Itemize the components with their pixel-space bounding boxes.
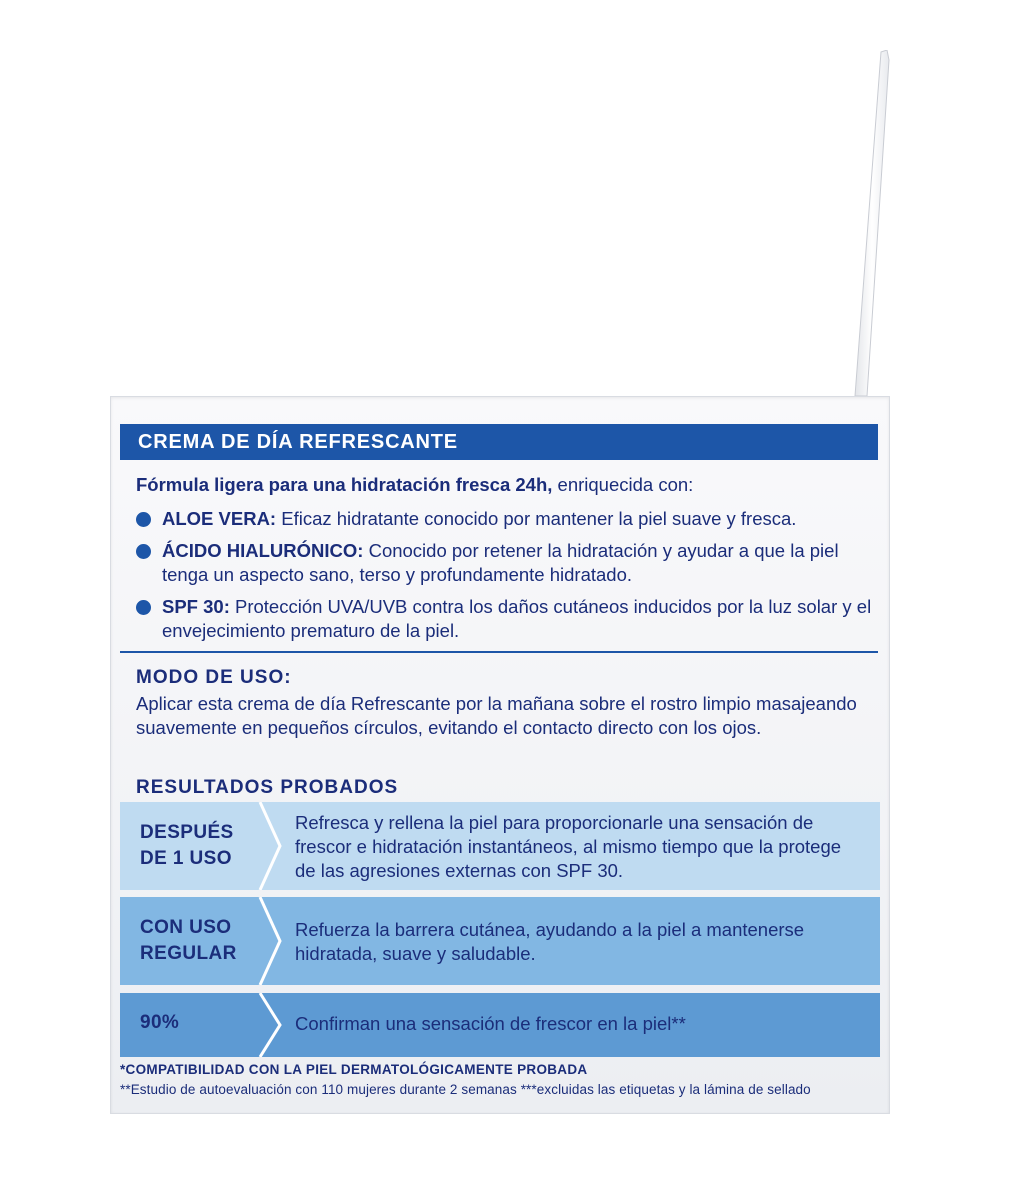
bullet-dot-icon	[136, 544, 151, 559]
ingredient-item	[136, 595, 876, 643]
results-heading: RESULTADOS PROBADOS	[136, 777, 399, 798]
result-row	[120, 802, 880, 890]
ingredient-list	[136, 507, 876, 651]
result-row	[120, 897, 880, 985]
ingredient-name: ÁCIDO HIALURÓNICO:	[162, 540, 364, 561]
box-lid-flap	[845, 50, 895, 410]
bullet-dot-icon	[136, 512, 151, 527]
ingredient-name: SPF 30:	[162, 596, 230, 617]
chevron-right-icon	[258, 993, 284, 1057]
ingredient-item	[136, 539, 876, 587]
intro-bold: Fórmula ligera para una hidratación fresca 24h,	[136, 474, 553, 495]
result-text: Refresca y rellena la piel para proporcionarle una sensación de frescor e hidratación instantáneos, al mismo tiempo que la protege de las agresiones externas con SPF 30.	[295, 812, 842, 881]
result-label	[140, 915, 237, 967]
usage-heading: MODO DE USO:	[136, 667, 292, 688]
result-label-line: REGULAR	[140, 943, 237, 964]
bullet-dot-icon	[136, 600, 151, 615]
usage-text: Aplicar esta crema de día Refrescante por la mañana sobre el rostro limpio masajeando suavemente en pequeños círculos, evitando el contacto directo con los ojos.	[136, 693, 857, 738]
result-label-line: CON USO	[140, 917, 232, 938]
ingredient-text: Conocido por retener la hidratación y ayudar a que la piel tenga un aspecto sano, terso y profundamente hidratado.	[162, 540, 839, 585]
ingredient-text: Protección UVA/UVB contra los daños cutáneos inducidos por la luz solar y el envejecimiento prematuro de la piel.	[162, 596, 872, 641]
ingredient-item	[136, 507, 876, 531]
chevron-right-icon	[258, 897, 284, 985]
result-label	[140, 820, 234, 872]
intro-text	[136, 474, 693, 496]
chevron-right-icon	[258, 802, 284, 890]
result-label	[140, 1010, 179, 1036]
footnote-2: **Estudio de autoevaluación con 110 mujeres durante 2 semanas ***excluidas las etiquetas y la lámina de sellado	[120, 1082, 811, 1097]
ingredient-text: Eficaz hidratante conocido por mantener la piel suave y fresca.	[276, 508, 797, 529]
result-text: Refuerza la barrera cutánea, ayudando a la piel a mantenerse hidratada, suave y saludable.	[295, 919, 805, 964]
result-label-line: DESPUÉS	[140, 822, 234, 843]
result-label-line: 90%	[140, 1012, 180, 1033]
result-text: Confirman una sensación de frescor en la piel**	[295, 1013, 686, 1034]
ingredient-name: ALOE VERA:	[162, 508, 277, 529]
section-divider	[120, 651, 878, 653]
footnote-1: *COMPATIBILIDAD CON LA PIEL DERMATOLÓGICAMENTE PROBADA	[120, 1062, 588, 1077]
result-label-line: DE 1 USO	[140, 848, 232, 869]
result-row	[120, 993, 880, 1057]
intro-rest: enriquecida con:	[552, 474, 694, 495]
product-title-banner: CREMA DE DÍA REFRESCANTE	[120, 424, 878, 460]
